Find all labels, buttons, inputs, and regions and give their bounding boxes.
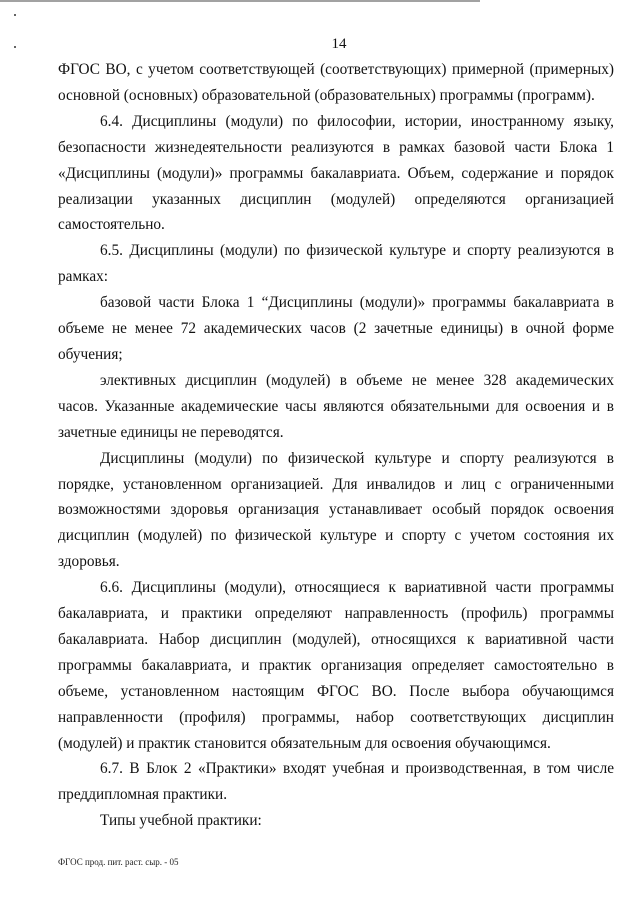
paragraph-6-5: 6.5. Дисциплины (модули) по физической культуре и спорту реализуются в рамках:	[58, 242, 614, 286]
paragraph-practice-types: Типы учебной практики:	[100, 812, 262, 830]
list-item-elective: элективных дисциплин (модулей) в объеме не менее 328 академических часов. Указанные академические часы являются обязательными для освоения и в зачетные единицы не переводятся.	[58, 371, 614, 441]
paragraph-6-7: 6.7. В Блок 2 «Практики» входят учебная и производственная, в том числе преддипломная практики.	[58, 760, 614, 804]
scan-edge-line	[0, 0, 480, 2]
paragraph-6-4: 6.4. Дисциплины (модули) по философии, истории, иностранному языку, безопасности жизнедеятельности реализуются в рамках базовой части Блока 1 «Дисциплины (модули)» программы бакалавриата. Объем, содержание и порядок реализации указанных дисциплин (модулей) определяются организацией самостоятельно.	[58, 112, 614, 234]
list-item-basic-part: базовой части Блока 1 “Дисциплины (модули)» программы бакалавриата в объеме не менее 72 академических часов (2 зачетные единицы) в очной форме обучения;	[58, 294, 614, 363]
paragraph-continuation: ФГОС ВО, с учетом соответствующей (соответствующих) примерной (примерных) основной (основных) образовательной (образовательных) программы (программ).	[58, 61, 614, 104]
paragraph-pe-order: Дисциплины (модули) по физической культуре и спорту реализуются в порядке, установленном организацией. Для инвалидов и лиц с ограниченными возможностями здоровья организация устанавливает особый порядок освоения дисциплин (модулей) по физической культуре и спорту с учетом состояния их здоровья.	[58, 449, 614, 571]
paragraph-6-6: 6.6. Дисциплины (модули), относящиеся к вариативной части программы бакалавриата, и практики определяют направленность (профиль) программы бакалавриата. Набор дисциплин (модулей), относящихся к вариативной части программы бакалавриата, и практик организация определяет самостоятельно в объеме, установленном настоящим ФГОС ВО. После выбора обучающимся направленности (профиля) программы, набор соответствующих дисциплин (модулей) и практик становится обязательным для освоения обучающимся.	[58, 579, 614, 752]
page-number: 14	[331, 36, 347, 52]
footer-code: ФГОС прод. пит. раст. сыр. - 05	[58, 857, 179, 867]
scan-speck	[14, 14, 16, 16]
document-body	[58, 57, 614, 834]
